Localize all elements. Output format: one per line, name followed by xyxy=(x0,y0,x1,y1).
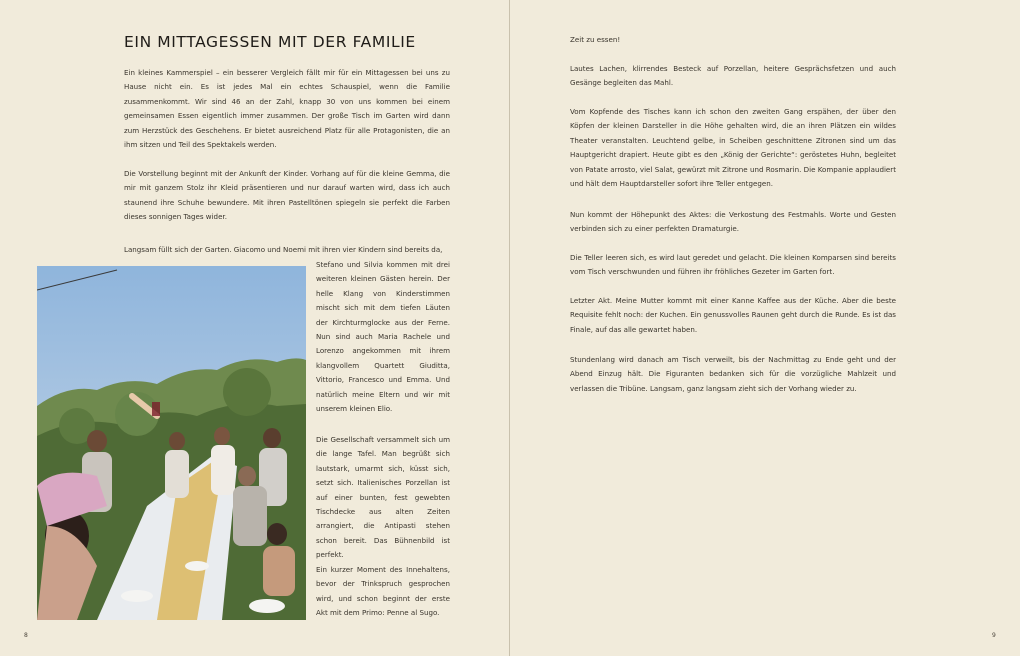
paragraph-r3: Vom Kopfende des Tisches kann ich schon den zweiten Gang erspähen, der über den Köpfen der kleinen Darsteller in die Höhe gehalten wird, die an ihren Plätzen ein wildes Theater veranstalten. Leuchtend gelbe, in Scheiben geschnittene Zitronen sind um das Hauptgericht drapiert. Heute gibt es den „König der Gerichte“: geröstetes Huhn, begleitet von Patate arrosto, viel Salat, gewürzt mit Zitrone und Rosmarin. Die Kompanie applaudiert und hält dem Hauptdarsteller sofort ihre Teller entgegen. xyxy=(570,107,896,189)
paragraph-3-lead: Langsam füllt sich der Garten. Giacomo und Noemi mit ihren vier Kindern sind bereits da, xyxy=(124,245,443,254)
paragraph-r4: Nun kommt der Höhepunkt des Aktes: die Verkostung des Festmahls. Worte und Gesten verbinden sich zu einer perfekten Dramaturgie. xyxy=(570,210,896,234)
paragraph-4: Die Gesellschaft versammelt sich um die lange Tafel. Man begrüßt sich lautstark, umarmt sich, küsst sich, setzt sich. Italienisches Porzellan ist auf einer bunten, fest gewebten Tischdecke aus alten Zeiten arrangiert, die Antipasti stehen schon bereit. Das Bühnenbild ist perfekt. xyxy=(316,435,450,560)
paragraph-r7: Stundenlang wird danach am Tisch verweilt, bis der Nachmittag zu Ende geht und der Abend Einzug hält. Die Figuranten bedanken sich für die vorzügliche Mahlzeit und verlassen die Tribüne. Langsam, ganz langsam zieht sich der Vorhang wieder zu. xyxy=(570,355,896,393)
paragraph-r2: Lautes Lachen, klirrendes Besteck auf Porzellan, heitere Gesprächsfetzen und auch Gesänge begleiten das Mahl. xyxy=(570,64,896,88)
paragraph-1: Ein kleines Kammerspiel – ein besserer Vergleich fällt mir für ein Mittagessen bei uns zu Hause nicht ein. Es ist jedes Mal ein echtes Schauspiel, wenn die Familie zusammenkommt. Wir sind 46 an der Zahl, knapp 30 von uns kommen bei einem gemeinsamen Essen eigentlich immer zusammen. Der große Tisch im Garten wird dann zum Herzstück des Geschehens. Er bietet ausreichend Platz für alle Protagonisten, die an ihm sitzen und Teil des Spektakels werden. xyxy=(124,68,450,150)
paragraph-3-wrap: Stefano und Silvia kommen mit drei weiteren kleinen Gästen herein. Der helle Klang von Kinderstimmen mischt sich mit dem tiefen Läuten der Kirchturmglocke aus der Ferne. Nun sind auch Maria Rachele und Lorenzo angekommen mit ihrem klangvollem Quartett Giuditta, Vittorio, Francesco und Emma. Und natürlich meine Eltern und wir mit unserem kleinen Elio. xyxy=(316,260,450,414)
page-number-right: 9 xyxy=(992,632,996,639)
right-page xyxy=(511,0,1020,656)
paragraph-r6: Letzter Akt. Meine Mutter kommt mit einer Kanne Kaffee aus der Küche. Aber die beste Requisite fehlt noch: der Kuchen. Ein genussvolles Raunen geht durch die Runde. Es ist das Finale, auf das alle gewartet haben. xyxy=(570,296,896,334)
paragraph-r5: Die Teller leeren sich, es wird laut geredet und gelacht. Die kleinen Komparsen sind bereits vom Tisch verschwunden und führen ihr fröhliches Gezeter im Garten fort. xyxy=(570,253,896,277)
paragraph-r1: Zeit zu essen! xyxy=(570,35,621,44)
chapter-title: EIN MITTAGESSEN MIT DER FAMILIE xyxy=(124,33,416,51)
gutter-divider xyxy=(509,0,510,656)
paragraph-5: Ein kurzer Moment des Innehaltens, bevor der Trinkspruch gesprochen wird, und schon beginnt der erste Akt mit dem Primo: Penne al Sugo. xyxy=(316,565,450,618)
page-number-left: 8 xyxy=(24,632,28,639)
paragraph-2: Die Vorstellung beginnt mit der Ankunft der Kinder. Vorhang auf für die kleine Gemma, die mir mit ganzem Stolz ihr Kleid präsentieren und nur darauf warten wird, dass ich auch staunend ihre Schuhe bewundere. Mit ihren Pastelltönen spiegeln sie perfekt die Farben dieses sonnigen Tages wider. xyxy=(124,169,450,222)
family-lunch-photo xyxy=(37,266,306,620)
